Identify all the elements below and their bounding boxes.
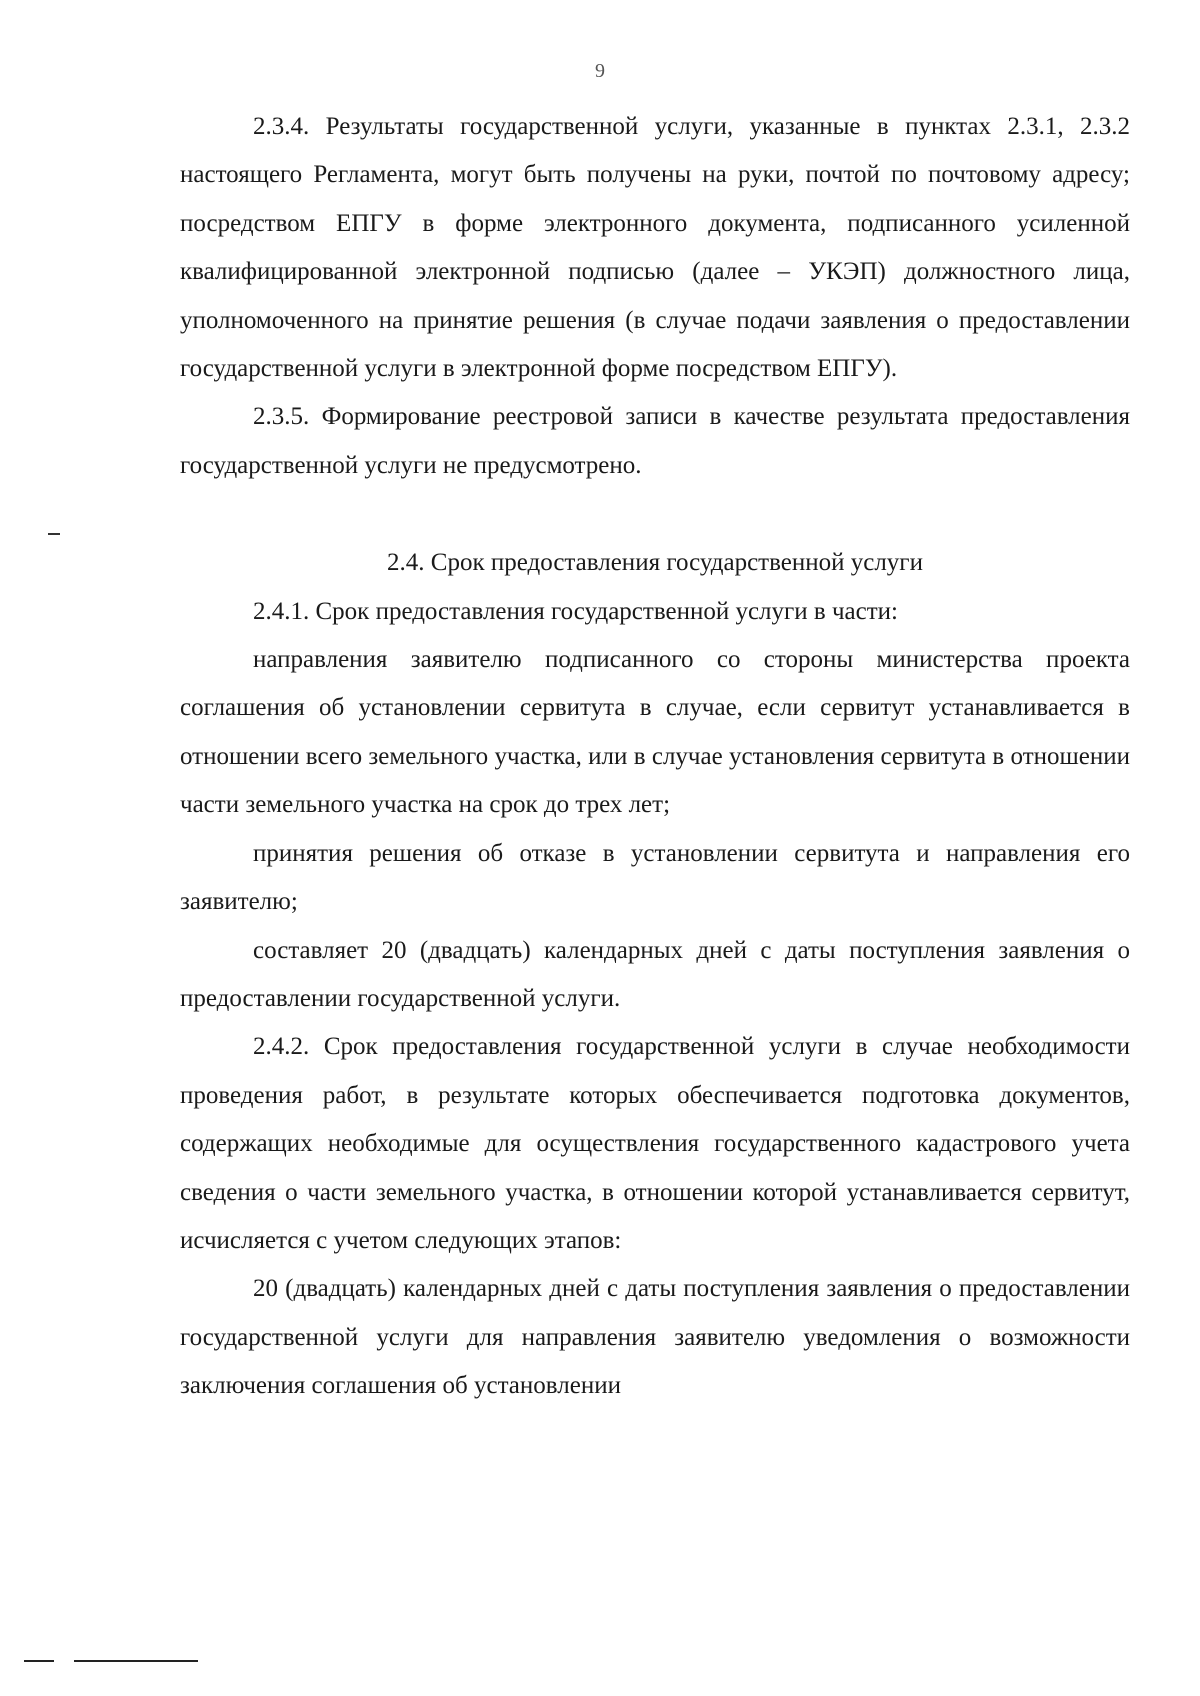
paragraph-term: составляет 20 (двадцать) календарных дней с даты поступления заявления о предоставлении государственной услуги. [180, 936, 1130, 1012]
paragraph-item-refusal: принятия решения об отказе в установлении сервитута и направления его заявителю; [180, 839, 1130, 916]
paragraph-2-3-4: 2.3.4. Результаты государственной услуги, указанные в пунктах 2.3.1, 2.3.2 настоящего Регламента, могут быть получены на руки, почтой по почтовому адресу; посредством ЕПГУ в форме электронного документа, подписанного усиленной квалифицированной электронной подписью (далее – УКЭП) должностного лица, уполномоченного на принятие решения (в случае подачи заявления о предоставлении государственной услуги в электронной форме посредством ЕПГУ). [180, 113, 1130, 383]
section-heading: 2.4. Срок предоставления государственной услуги [387, 549, 923, 577]
page-number: 9 [595, 60, 605, 82]
paragraph-2-3-5: 2.3.5. Формирование реестровой записи в качестве результата предоставления государственной услуги не предусмотрено. [180, 403, 1130, 479]
footer-rule [24, 1660, 54, 1662]
footer-rule [74, 1660, 198, 1662]
margin-mark [48, 533, 60, 535]
paragraph-2-4-1: 2.4.1. Срок предоставления государственной услуги в части: [253, 597, 898, 625]
paragraph-stage-1: 20 (двадцать) календарных дней с даты поступления заявления о предоставлении государственной услуги для направления заявителю уведомления о возможности заключения соглашения об установлении [180, 1275, 1130, 1400]
paragraph-item-direction: направления заявителю подписанного со стороны министерства проекта соглашения об установлении сервитута в случае, если сервитут устанавливается в отношении всего земельного участка, или в случае установления сервитута в отношении части земельного участка на срок до трех лет; [180, 646, 1130, 819]
section-gap [180, 490, 1130, 539]
paragraph-2-4-2: 2.4.2. Срок предоставления государственной услуги в случае необходимости проведения работ, в результате которых обеспечивается подготовка документов, содержащих необходимые для осуществления государственного кадастрового учета сведения о части земельного участка, в отношении которой устанавливается сервитут, исчисляется с учетом следующих этапов: [180, 1033, 1130, 1254]
document-body [180, 103, 1130, 1411]
